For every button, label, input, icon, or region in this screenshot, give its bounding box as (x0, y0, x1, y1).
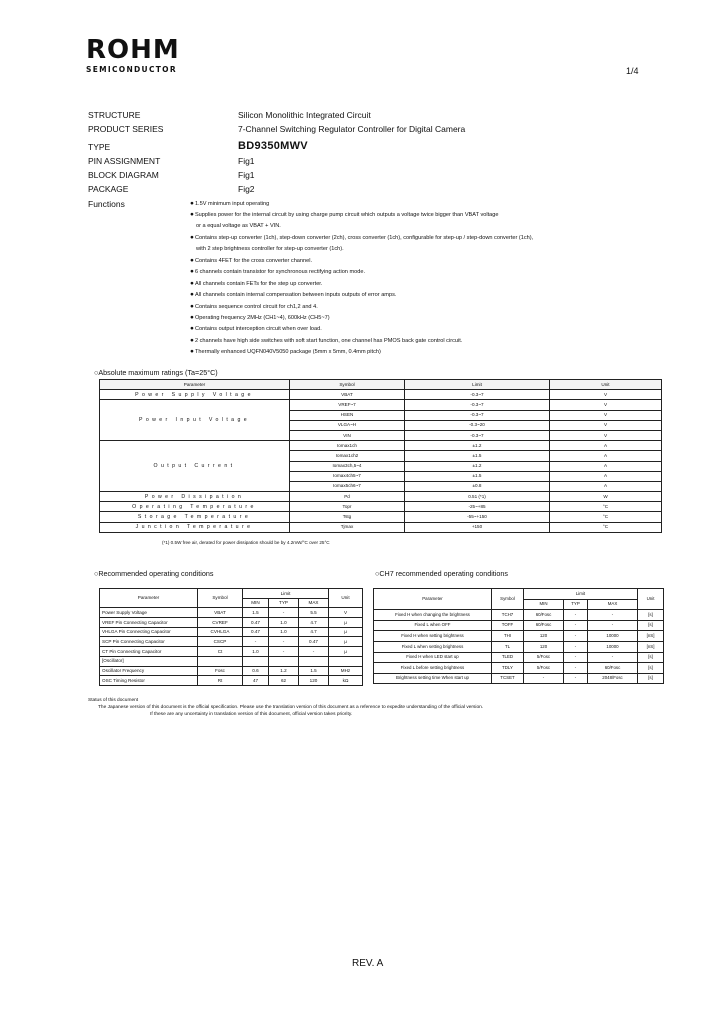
table-row (374, 610, 664, 621)
symbol-cell: Tjmax (290, 522, 405, 532)
typ-cell (269, 656, 299, 666)
header-typ: TYP (564, 599, 588, 610)
table-row (100, 502, 662, 512)
header-min: MIN (243, 598, 269, 608)
min-cell: 1.5 (243, 608, 269, 618)
function-text: or a equal voltage as VBAT + VIN. (196, 222, 281, 229)
table-row (374, 663, 664, 674)
parameter-cell: Oscillator Frequency (100, 666, 198, 676)
max-cell: 4.7 (299, 618, 329, 628)
header-min: MIN (524, 599, 564, 610)
max-cell: - (299, 647, 329, 657)
max-cell: 120 (299, 676, 329, 686)
function-text: 2 channels have high side switches with soft start function, one channel has PMOS back gate control circuit. (194, 337, 463, 344)
function-item (190, 200, 269, 207)
limit-cell: -0.3~7 (405, 390, 550, 400)
header-parameter: Parameter (100, 380, 290, 390)
symbol-cell: Iomax3ch,5~4 (290, 461, 405, 471)
min-cell: 60/Fosc (524, 610, 564, 621)
parameter-cell: [Oscillator] (100, 656, 198, 666)
typ-cell: - (564, 673, 588, 684)
symbol-cell: THI (492, 631, 524, 642)
unit-cell: A (550, 481, 662, 491)
header-max: MAX (588, 599, 638, 610)
function-text: All channels contain internal compensation between inputs outputs of error amps. (194, 292, 397, 299)
bullet-icon: ● (190, 279, 194, 287)
ch7-title: ○CH7 recommended operating conditions (375, 569, 508, 578)
spec-label: Functions (88, 199, 125, 209)
unit-cell: [s] (638, 663, 664, 674)
spec-row-block-diagram (88, 170, 548, 184)
function-text: Contains output interception circuit when over load. (194, 326, 322, 333)
parameter-cell: Power Input Voltage (100, 400, 290, 441)
max-cell: - (588, 652, 638, 663)
bullet-icon: ● (190, 234, 194, 242)
typ-cell: - (269, 608, 299, 618)
symbol-cell: CVHLGA (198, 627, 243, 637)
symbol-cell: Iomax5ch6~7 (290, 481, 405, 491)
function-text: Contains 4FET for the cross converter channel. (194, 258, 313, 264)
max-cell: 60/Fosc (588, 663, 638, 674)
table-row (100, 608, 363, 618)
typ-cell: 1.2 (269, 666, 299, 676)
typ-cell: 1.0 (269, 618, 299, 628)
symbol-cell: CSCP (198, 637, 243, 647)
parameter-cell: VHLGA Pin Connecting Capacitor (100, 627, 198, 637)
symbol-cell: VBAT (198, 608, 243, 618)
limit-cell: -0.3~7 (405, 430, 550, 440)
abs-max-table (99, 379, 662, 533)
symbol-cell: Fosc (198, 666, 243, 676)
limit-cell: -0.3~7 (405, 410, 550, 420)
abs-max-note: (*1) 0.5W free air, derated for power dissipation should be by 4.2mW/°C over 25°C (162, 540, 330, 545)
limit-cell: 0.51 (*1) (405, 492, 550, 502)
min-cell: 5/Fosc (524, 652, 564, 663)
header-unit: Unit (638, 589, 664, 610)
function-text: Thermally enhanced UQFN040V5050 package (5mm x 5mm, 0.4mm pitch) (194, 349, 381, 356)
function-text: Supplies power for the internal circuit by using charge pump circuit which outputs a voltage twice bigger than VBAT voltage (194, 212, 499, 219)
limit-cell: ±1.5 (405, 451, 550, 461)
symbol-cell: Rt (198, 676, 243, 686)
function-text: Operating frequency 2MHz (CH1~4), 600kHz (CH5~7) (194, 315, 330, 321)
function-item (190, 337, 462, 344)
unit-cell: A (550, 461, 662, 471)
symbol-cell: VREF~7 (290, 400, 405, 410)
spec-label: PACKAGE (88, 184, 129, 194)
function-text: 1.5V minimum input operating (194, 201, 270, 207)
symbol-cell: VLGA~H (290, 420, 405, 430)
bullet-icon: ● (190, 302, 194, 310)
unit-cell: [s] (638, 620, 664, 631)
typ-cell: - (564, 610, 588, 621)
parameter-cell: Brightness setting time When start up (374, 673, 492, 684)
max-cell: 4.7 (299, 627, 329, 637)
unit-cell: V (550, 420, 662, 430)
unit-cell (329, 656, 363, 666)
min-cell: 0.6 (243, 666, 269, 676)
table-row (100, 512, 662, 522)
symbol-cell: HSEN (290, 410, 405, 420)
function-item (190, 314, 330, 321)
symbol-cell: Tstg (290, 512, 405, 522)
table-row (374, 641, 664, 652)
min-cell: 120 (524, 631, 564, 642)
symbol-cell (198, 656, 243, 666)
header-parameter: Parameter (100, 589, 198, 608)
max-cell: 2048/Fosc (588, 673, 638, 684)
unit-cell: A (550, 471, 662, 481)
max-cell: 5.5 (299, 608, 329, 618)
spec-row-structure (88, 110, 548, 124)
spec-label: PRODUCT SERIES (88, 124, 164, 134)
max-cell: 10000 (588, 641, 638, 652)
bullet-icon: ● (190, 291, 194, 299)
symbol-cell: TOFF (492, 620, 524, 631)
recommended-title: ○Recommended operating conditions (94, 569, 214, 578)
function-item (190, 303, 318, 310)
typ-cell: - (269, 647, 299, 657)
spec-row-type (88, 142, 548, 156)
bullet-icon: ● (190, 268, 194, 276)
abs-max-title: ○Absolute maximum ratings (Ta=25°C) (94, 368, 218, 377)
symbol-cell: VBAT (290, 390, 405, 400)
typ-cell: 62 (269, 676, 299, 686)
symbol-cell: TCSET (492, 673, 524, 684)
header-limit: Limit (524, 589, 638, 600)
table-row (100, 618, 363, 628)
bullet-icon: ● (190, 348, 194, 356)
bullet-icon: ● (190, 211, 194, 219)
limit-cell: -55~+150 (405, 512, 550, 522)
unit-cell: MHz (329, 666, 363, 676)
typ-cell: - (564, 641, 588, 652)
max-cell: 1.5 (299, 666, 329, 676)
parameter-cell: OSC Timing Resistor (100, 676, 198, 686)
unit-cell: V (550, 410, 662, 420)
function-text: All channels contain FETs for the step up converter. (194, 280, 323, 287)
limit-cell: -0.3~20 (405, 420, 550, 430)
ch7-header-row (374, 589, 664, 600)
header-limit: Limit (405, 380, 550, 390)
min-cell: 0.47 (243, 627, 269, 637)
parameter-cell: SCP Pin Connecting Capacitor (100, 637, 198, 647)
parameter-cell: Fixed L when OFF (374, 620, 492, 631)
typ-cell: - (564, 631, 588, 642)
min-cell: 1.0 (243, 647, 269, 657)
parameter-cell: Fixed H when changing the brightness (374, 610, 492, 621)
unit-cell: W (550, 492, 662, 502)
header-limit: Limit (243, 589, 329, 599)
typ-cell: - (269, 637, 299, 647)
bullet-icon: ● (190, 314, 194, 321)
rohm-logo: ROHM (86, 35, 180, 65)
parameter-cell: CT Pin Connecting Capacitor (100, 647, 198, 657)
header-max: MAX (299, 598, 329, 608)
table-row (100, 390, 662, 400)
rohm-logo-subtitle: SEMICONDUCTOR (86, 65, 177, 74)
typ-cell: - (564, 652, 588, 663)
function-item (190, 257, 312, 264)
table-row (374, 673, 664, 684)
spec-row-package (88, 184, 548, 198)
unit-cell: °C (550, 512, 662, 522)
function-item (190, 234, 533, 241)
table-row (100, 676, 363, 686)
function-item (190, 348, 381, 355)
unit-cell: V (329, 608, 363, 618)
recommended-header-row (100, 589, 363, 599)
min-cell (243, 656, 269, 666)
recommended-table (99, 588, 363, 686)
bullet-icon: ● (190, 325, 194, 333)
revision-label: REV. A (352, 958, 384, 969)
document-status-note-2: If these are any uncertainty in translation version of this document, official version takes priority. (150, 712, 353, 717)
limit-cell: -0.3~7 (405, 400, 550, 410)
spec-label: PIN ASSIGNMENT (88, 156, 161, 166)
bullet-icon: ● (190, 200, 194, 207)
unit-cell: V (550, 390, 662, 400)
header-unit: Unit (329, 589, 363, 608)
function-item (190, 211, 499, 218)
symbol-cell: Iomax1ch (290, 441, 405, 451)
table-row (100, 637, 363, 647)
min-cell: 120 (524, 641, 564, 652)
symbol-cell: Iomax1ch2 (290, 451, 405, 461)
typ-cell: - (564, 620, 588, 631)
table-row (100, 666, 363, 676)
symbol-cell: Ct (198, 647, 243, 657)
min-cell: - (524, 673, 564, 684)
min-cell: 60/Fosc (524, 620, 564, 631)
max-cell (299, 656, 329, 666)
spec-value: 7-Channel Switching Regulator Controller for Digital Camera (238, 124, 466, 134)
limit-cell: ±1.2 (405, 461, 550, 471)
max-cell: 0.47 (299, 637, 329, 647)
abs-max-header-row (100, 380, 662, 390)
symbol-cell: TLED (492, 652, 524, 663)
function-item (190, 325, 322, 332)
parameter-cell: VREF Pin Connecting Capacitor (100, 618, 198, 628)
parameter-cell: Power Dissipation (100, 492, 290, 502)
header-typ: TYP (269, 598, 299, 608)
spec-row-product-series (88, 124, 548, 138)
min-cell: 0.47 (243, 618, 269, 628)
min-cell: 5/Fosc (524, 663, 564, 674)
header-unit: Unit (550, 380, 662, 390)
table-row (100, 400, 662, 410)
table-row (100, 627, 363, 637)
unit-cell: μ (329, 618, 363, 628)
unit-cell: V (550, 400, 662, 410)
min-cell: - (243, 637, 269, 647)
type-value: BD9350MWV (238, 140, 308, 152)
limit-cell: ±1.2 (405, 441, 550, 451)
table-row (374, 652, 664, 663)
unit-cell: μ (329, 637, 363, 647)
symbol-cell: CVREF (198, 618, 243, 628)
unit-cell: °C (550, 522, 662, 532)
ch7-table (373, 588, 664, 684)
parameter-cell: Fixed L when setting brightness (374, 641, 492, 652)
header-parameter: Parameter (374, 589, 492, 610)
function-item (196, 246, 344, 252)
unit-cell: V (550, 430, 662, 440)
symbol-cell: TL (492, 641, 524, 652)
unit-cell: μ (329, 647, 363, 657)
spec-label: BLOCK DIAGRAM (88, 170, 159, 180)
unit-cell: [s] (638, 610, 664, 621)
parameter-cell: Storage Temperature (100, 512, 290, 522)
symbol-cell: TCH7 (492, 610, 524, 621)
unit-cell: kΩ (329, 676, 363, 686)
header-symbol: Symbol (290, 380, 405, 390)
document-status-heading: Status of this document (88, 698, 139, 703)
symbol-cell: Iomax4ch5~7 (290, 471, 405, 481)
unit-cell: °C (550, 502, 662, 512)
limit-cell: +150 (405, 522, 550, 532)
parameter-cell: Operating Temperature (100, 502, 290, 512)
unit-cell: A (550, 451, 662, 461)
parameter-cell: Fixed H when LED start up (374, 652, 492, 663)
header-symbol: Symbol (198, 589, 243, 608)
function-item (190, 291, 396, 298)
spec-value: Silicon Monolithic Integrated Circuit (238, 110, 371, 120)
min-cell: 47 (243, 676, 269, 686)
parameter-cell: Output Current (100, 441, 290, 492)
max-cell: - (588, 620, 638, 631)
page-number: 1/4 (626, 66, 639, 76)
symbol-cell: VIN (290, 430, 405, 440)
table-row (374, 620, 664, 631)
typ-cell: 1.0 (269, 627, 299, 637)
limit-cell: -25~+85 (405, 502, 550, 512)
function-item (190, 268, 365, 275)
spec-value: Fig2 (238, 184, 255, 194)
symbol-cell: Pd (290, 492, 405, 502)
bullet-icon: ● (190, 257, 194, 264)
function-item (190, 280, 322, 287)
symbol-cell: TDLY (492, 663, 524, 674)
limit-cell: ±1.5 (405, 471, 550, 481)
typ-cell: - (564, 663, 588, 674)
bullet-icon: ● (190, 336, 194, 344)
parameter-cell: Junction Temperature (100, 522, 290, 532)
symbol-cell: Topr (290, 502, 405, 512)
table-row (100, 656, 363, 666)
document-status-note-1: The Japanese version of this document is the official specification. Please use the translation version of this document as a reference to expedite understanding of the official version. (98, 705, 484, 710)
table-row (100, 522, 662, 532)
unit-cell: A (550, 441, 662, 451)
table-row (100, 441, 662, 451)
unit-cell: [nS] (638, 641, 664, 652)
spec-label: STRUCTURE (88, 110, 141, 120)
table-row (374, 631, 664, 642)
unit-cell: [nS] (638, 631, 664, 642)
max-cell: 10000 (588, 631, 638, 642)
spec-label: TYPE (88, 142, 111, 152)
header-symbol: Symbol (492, 589, 524, 610)
limit-cell: ±0.8 (405, 481, 550, 491)
table-row (100, 492, 662, 502)
spec-value: Fig1 (238, 156, 255, 166)
parameter-cell: Fixed H when setting brightness (374, 631, 492, 642)
unit-cell: μ (329, 627, 363, 637)
unit-cell: [s] (638, 652, 664, 663)
function-text: Contains step-up converter (1ch), step-down converter (2ch), cross converter (1ch), configurable for step-up / step-down converter (1ch), (194, 235, 534, 242)
unit-cell: [s] (638, 673, 664, 684)
table-row (100, 647, 363, 657)
function-text: with 2 step brightness controller for step-up converter (1ch). (196, 245, 344, 252)
parameter-cell: Fixed L before setting brightness (374, 663, 492, 674)
parameter-cell: Power Supply Voltage (100, 608, 198, 618)
spec-value: Fig1 (238, 170, 255, 180)
function-text: Contains sequence control circuit for ch1,2 and 4. (194, 303, 318, 310)
function-text: 6 channels contain transistor for synchronous rectifying action mode. (194, 269, 366, 276)
function-item (196, 223, 281, 229)
parameter-cell: Power Supply Voltage (100, 390, 290, 400)
spec-row-pin-assignment (88, 156, 548, 170)
max-cell: - (588, 610, 638, 621)
